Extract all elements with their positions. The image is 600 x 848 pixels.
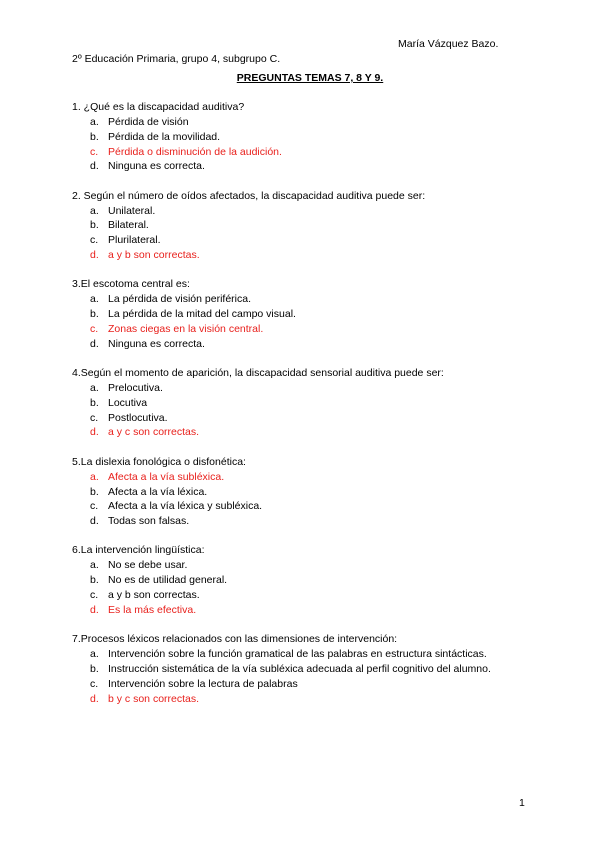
question-5 <box>72 455 542 529</box>
question-text: 5.La dislexia fonológica o disfonética: <box>72 455 246 468</box>
question-2 <box>72 189 542 263</box>
answer-options <box>72 470 542 529</box>
option-letter: c. <box>90 677 99 690</box>
question-4 <box>72 366 542 440</box>
answer-option <box>72 130 542 145</box>
question-3 <box>72 277 542 351</box>
option-letter: b. <box>90 574 99 587</box>
option-text: Bilateral. <box>108 219 149 232</box>
correct-answer-option <box>72 248 542 263</box>
answer-option <box>72 396 542 411</box>
answer-option <box>72 499 542 514</box>
answer-option <box>72 204 542 219</box>
option-text: Ninguna es correcta. <box>108 337 205 350</box>
answer-option <box>72 115 542 130</box>
correct-answer-option <box>72 603 542 618</box>
question-7 <box>72 632 542 706</box>
option-text: Locutiva <box>108 396 148 409</box>
option-letter: d. <box>90 426 99 439</box>
question-text: 7.Procesos léxicos relacionados con las dimensiones de intervención: <box>72 633 398 646</box>
answer-option <box>72 233 542 248</box>
option-text: Pérdida de la movilidad. <box>108 130 221 143</box>
answer-option <box>72 514 542 529</box>
option-letter: b. <box>90 662 99 675</box>
answer-option <box>72 337 542 352</box>
option-letter: a. <box>90 559 99 572</box>
answer-option <box>72 677 542 692</box>
correct-answer-option <box>72 145 542 160</box>
option-text: Prelocutiva. <box>108 382 163 395</box>
answer-option <box>72 662 542 677</box>
document-title: PREGUNTAS TEMAS 7, 8 Y 9. <box>236 72 384 84</box>
question-text: 1. ¿Qué es la discapacidad auditiva? <box>72 101 245 113</box>
option-text: Plurilateral. <box>108 234 161 247</box>
option-text: Zonas ciegas en la visión central. <box>108 322 264 335</box>
option-letter: c. <box>90 322 99 335</box>
question-6 <box>72 543 542 617</box>
answer-option <box>72 218 542 233</box>
option-letter: a. <box>90 470 99 483</box>
option-letter: c. <box>90 234 99 247</box>
option-letter: b. <box>90 308 99 321</box>
option-letter: a. <box>90 116 99 128</box>
question-1 <box>72 100 542 174</box>
option-letter: a. <box>90 648 99 661</box>
option-letter: d. <box>90 337 99 350</box>
option-text: Unilateral. <box>108 204 156 217</box>
option-text: Es la más efectiva. <box>108 603 197 616</box>
answer-option <box>72 292 542 307</box>
option-text: Instrucción sistemática de la vía subléxica adecuada al perfil cognitivo del alumno. <box>108 662 491 675</box>
question-text: 4.Según el momento de aparición, la discapacidad sensorial auditiva puede ser: <box>72 367 444 380</box>
option-letter: d. <box>90 692 99 705</box>
answer-option <box>72 647 542 662</box>
option-text: Intervención sobre la lectura de palabras <box>108 677 298 690</box>
option-text: b y c son correctas. <box>108 692 200 705</box>
option-letter: b. <box>90 396 99 409</box>
option-text: La pérdida de visión periférica. <box>108 293 252 306</box>
option-letter: a. <box>90 293 99 306</box>
answer-option <box>72 573 542 588</box>
answer-option <box>72 411 542 426</box>
question-list <box>72 100 542 721</box>
option-letter: c. <box>90 145 99 158</box>
option-letter: b. <box>90 485 99 498</box>
option-text: a y c son correctas. <box>108 426 200 439</box>
correct-answer-option <box>72 692 542 707</box>
course-line: 2º Educación Primaria, grupo 4, subgrupo C. <box>72 53 281 65</box>
correct-answer-option <box>72 470 542 485</box>
option-letter: a. <box>90 382 99 395</box>
option-letter: d. <box>90 249 99 262</box>
question-text: 2. Según el número de oídos afectados, la discapacidad auditiva puede ser: <box>72 189 426 202</box>
option-letter: c. <box>90 589 99 602</box>
option-letter: b. <box>90 219 99 232</box>
option-text: Afecta a la vía léxica y subléxica. <box>108 500 263 513</box>
answer-options <box>72 115 542 174</box>
answer-options <box>72 381 542 440</box>
answer-options <box>72 204 542 263</box>
option-letter: a. <box>90 204 99 217</box>
option-text: Todas son falsas. <box>108 515 190 528</box>
option-letter: c. <box>90 411 99 424</box>
answer-options <box>72 647 542 706</box>
option-text: a y b son correctas. <box>108 589 200 602</box>
answer-option <box>72 159 542 174</box>
page-number: 1 <box>519 797 525 809</box>
author-name: María Vázquez Bazo. <box>398 38 499 50</box>
option-letter: d. <box>90 603 99 616</box>
answer-option <box>72 558 542 573</box>
answer-option <box>72 307 542 322</box>
answer-option <box>72 485 542 500</box>
option-text: La pérdida de la mitad del campo visual. <box>108 308 296 321</box>
option-text: No es de utilidad general. <box>108 574 228 587</box>
answer-options <box>72 292 542 351</box>
question-text: 3.El escotoma central es: <box>72 278 190 291</box>
answer-option <box>72 588 542 603</box>
option-text: Intervención sobre la función gramatical de las palabras en estructura sintácticas. <box>108 648 487 661</box>
answer-option <box>72 381 542 396</box>
option-text: a y b son correctas. <box>108 249 200 262</box>
option-text: Pérdida de visión <box>108 116 189 128</box>
option-letter: d. <box>90 515 99 528</box>
option-text: Afecta a la vía subléxica. <box>108 470 225 483</box>
option-text: Postlocutiva. <box>108 411 168 424</box>
option-text: Pérdida o disminución de la audición. <box>108 145 282 158</box>
correct-answer-option <box>72 425 542 440</box>
option-text: No se debe usar. <box>108 559 188 572</box>
option-letter: d. <box>90 160 99 173</box>
option-letter: b. <box>90 130 99 143</box>
correct-answer-option <box>72 322 542 337</box>
option-text: Afecta a la vía léxica. <box>108 485 208 498</box>
option-letter: c. <box>90 500 99 513</box>
question-text: 6.La intervención lingüística: <box>72 544 205 557</box>
option-text: Ninguna es correcta. <box>108 160 205 173</box>
answer-options <box>72 558 542 617</box>
